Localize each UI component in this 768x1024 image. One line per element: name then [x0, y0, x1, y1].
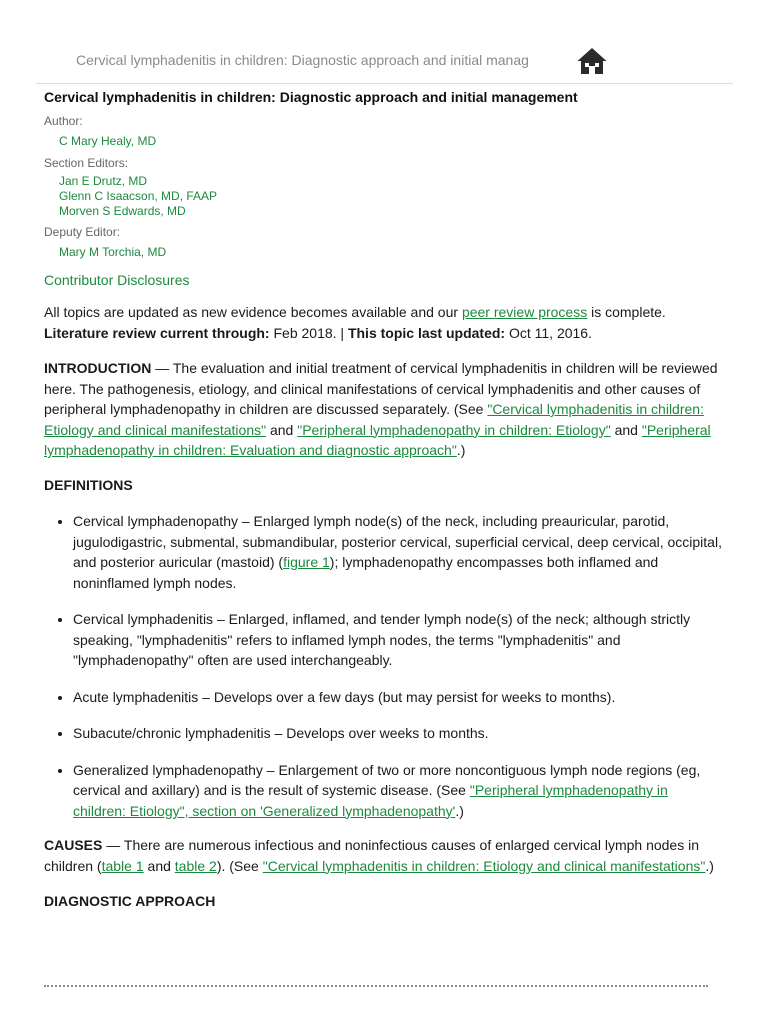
author-link[interactable]: C Mary Healy, MD	[59, 134, 157, 148]
page-cut-edge	[44, 982, 708, 988]
literature-review-label: Literature review current through:	[44, 324, 270, 341]
peripheral-etiology-link[interactable]: "Peripheral lymphadenopathy in children: Etiology"	[297, 421, 611, 438]
definitions-list	[44, 511, 724, 821]
list-item	[73, 760, 724, 822]
etiology-clinical-link[interactable]: "Cervical lymphadenitis in children: Etiology and clinical manifestations"	[262, 857, 706, 874]
section-editor-link[interactable]: Glenn C Isaacson, MD, FAAP	[59, 189, 218, 203]
author-block	[44, 114, 724, 149]
section-editor-link[interactable]: Morven S Edwards, MD	[59, 204, 186, 218]
section-editors-block	[44, 156, 724, 219]
introduction-text: and	[266, 421, 298, 438]
figure-1-link[interactable]: figure 1	[283, 554, 330, 570]
introduction-text: .)	[456, 442, 466, 458]
header-title: Cervical lymphadenitis in children: Diagnostic approach and initial manag	[76, 52, 529, 68]
definition-text: .)	[455, 802, 464, 819]
introduction-heading: INTRODUCTION	[44, 360, 152, 376]
causes-text: .)	[705, 857, 714, 874]
update-text: All topics are updated as new evidence becomes available and our	[44, 304, 462, 320]
section-editors-label: Section Editors:	[44, 156, 129, 170]
etiology-clinical-link[interactable]: "Cervical lymphadenitis in children: Etiology and clinical manifestations"	[44, 401, 704, 438]
causes-text: and	[143, 857, 175, 874]
causes-heading: CAUSES	[44, 837, 103, 853]
causes-paragraph	[44, 835, 724, 876]
contributor-disclosures-link[interactable]: Contributor Disclosures	[44, 272, 190, 288]
list-item: • Subacute/chronic lymphadenitis – Develops over weeks to months.	[73, 723, 724, 744]
last-updated-value: Oct 11, 2016.	[505, 324, 592, 341]
diagnostic-approach-heading: DIAGNOSTIC APPROACH	[44, 893, 216, 909]
definition-text: Generalized lymphadenopathy – Enlargement of two or more noncontiguous lymph node regions (eg, cervical and axillary) and is the result of systemic disease. (See	[73, 761, 701, 798]
document-body	[44, 88, 724, 912]
literature-review-value: Feb 2018. |	[269, 324, 348, 341]
home-button[interactable]	[576, 45, 608, 77]
definition-text: ); lymphadenopathy encompasses both inflamed and noninflamed lymph nodes.	[73, 554, 659, 591]
introduction-paragraph	[44, 358, 724, 461]
last-updated-label: This topic last updated:	[347, 324, 506, 341]
table-2-link[interactable]: table 2	[174, 857, 217, 874]
deputy-editor-label: Deputy Editor:	[44, 225, 121, 239]
definitions-heading: DEFINITIONS	[44, 476, 133, 493]
introduction-text: and	[610, 421, 642, 438]
definition-text: Cervical lymphadenopathy – Enlarged lymph node(s) of the neck, including preauricular, parotid, jugulodigastric, submental, submandibular, posterior cervical, superficial cervical, deep cervical, occipital, and posterior auricular (mastoid) (	[73, 513, 722, 570]
document-title: Cervical lymphadenitis in children: Diagnostic approach and initial management	[44, 89, 578, 105]
deputy-editor-block	[44, 225, 724, 260]
table-1-link[interactable]: table 1	[101, 857, 144, 874]
introduction-text: — The evaluation and initial treatment of cervical lymphadenitis in children will be reviewed here. The pathogenesis, etiology, and clinical manifestations of cervical lymphadenitis and other causes of peripheral lymphadenopathy in children are discussed separately. (See	[44, 360, 718, 417]
update-text: is complete.	[587, 304, 666, 320]
generalized-lymphadenopathy-link[interactable]: "Peripheral lymphadenopathy in children: Etiology", section on 'Generalized lymphadenopathy'	[73, 782, 668, 819]
home-icon	[576, 45, 608, 77]
section-editor-link[interactable]: Jan E Drutz, MD	[59, 174, 148, 188]
causes-text: ). (See	[216, 857, 263, 874]
list-item	[73, 511, 724, 593]
deputy-editor-link[interactable]: Mary M Torchia, MD	[59, 245, 167, 259]
peer-review-link[interactable]: peer review process	[461, 304, 588, 320]
peripheral-evaluation-link[interactable]: "Peripheral lymphadenopathy in children: Evaluation and diagnostic approach"	[44, 421, 711, 458]
author-label: Author:	[44, 114, 83, 128]
list-item: • Cervical lymphadenitis – Enlarged, inflamed, and tender lymph node(s) of the neck; although strictly speaking, "lymphadenitis" refers to inflamed lymph nodes, the terms "lymphadenitis" and "lymphadenopathy" often are used interchangeably.	[73, 609, 724, 671]
list-item: • Acute lymphadenitis – Develops over a few days (but may persist for weeks to months).	[73, 687, 724, 708]
document-header	[36, 40, 733, 84]
causes-text: — There are numerous infectious and noninfectious causes of enlarged cervical lymph nodes in children (	[44, 837, 699, 874]
update-paragraph	[44, 302, 724, 343]
